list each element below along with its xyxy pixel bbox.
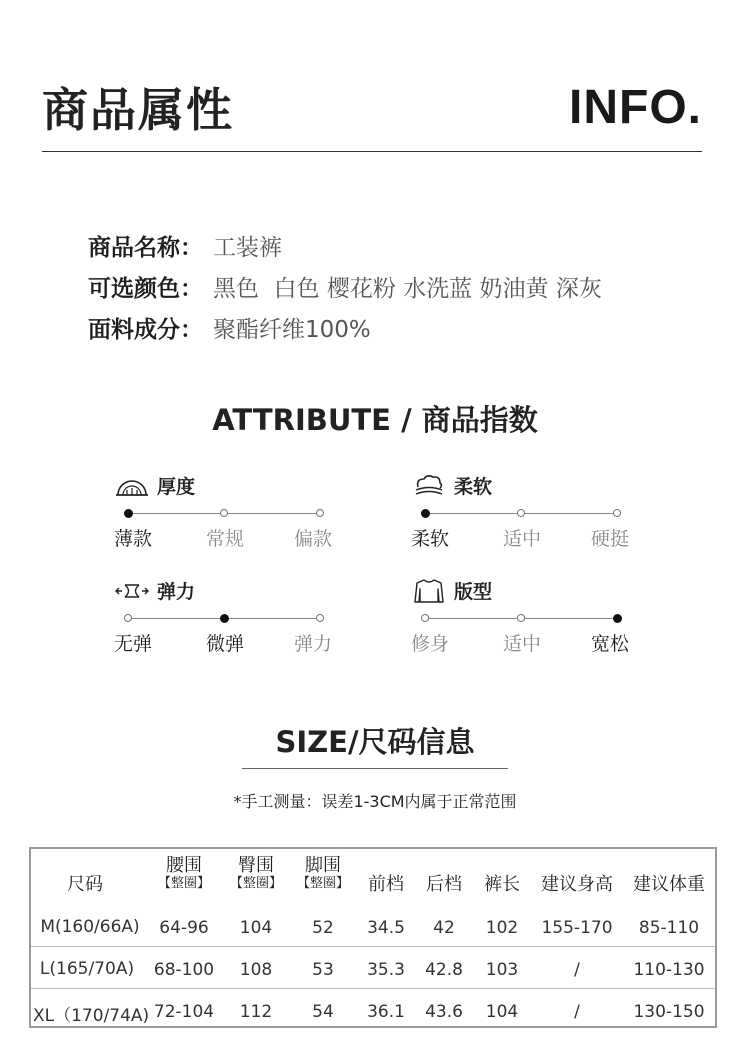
ruler-icon [115, 473, 149, 499]
header-divider [42, 151, 702, 152]
cell-size: L(165/70A) [39, 959, 135, 979]
col-header-weight: 建议体重 [633, 874, 705, 895]
cell-front-rise: 36.1 [367, 1002, 405, 1022]
size-divider [242, 768, 508, 769]
cell-back-rise: 42.8 [425, 960, 463, 980]
cell-hip: 104 [239, 918, 273, 938]
softness-label-stiff: 硬挺 [590, 528, 629, 550]
cell-back-rise: 42 [433, 918, 455, 938]
col-header-hem: 脚围 【整圈】 [296, 855, 349, 891]
col-header-hip: 臀围 【整圈】 [229, 855, 282, 891]
elasticity-label-none: 无弹 [113, 633, 152, 655]
col-header-height: 建议身高 [541, 874, 613, 895]
cell-height: 155-170 [541, 918, 613, 938]
page-title: 商品属性 [42, 83, 234, 137]
elasticity-dot-slight [220, 614, 229, 623]
fit-label-loose: 宽松 [590, 633, 629, 655]
thickness-dot-thin [124, 509, 133, 518]
elasticity-label-slight: 微弹 [205, 633, 244, 655]
elasticity-dot-none [124, 614, 132, 622]
row-divider [31, 988, 715, 989]
cell-length: 103 [485, 960, 519, 980]
product-colors-label: 可选颜色： [88, 276, 203, 302]
sweater-icon [412, 578, 446, 604]
info-heading: INFO. [569, 81, 702, 134]
cloud-icon [412, 473, 446, 499]
product-colors-row [88, 270, 602, 303]
cell-size: M(160/66A) [40, 917, 140, 937]
attribute-fit-title: 版型 [454, 581, 493, 603]
cell-height: / [574, 1002, 580, 1022]
thickness-dot-regular [220, 509, 228, 517]
col-header-size: 尺码 [67, 874, 103, 895]
softness-dot-medium [517, 509, 525, 517]
softness-label-medium: 适中 [502, 528, 541, 550]
cell-front-rise: 34.5 [367, 918, 405, 938]
product-name-label: 商品名称： [88, 235, 203, 261]
product-fabric-row [88, 311, 371, 344]
thickness-label-regular: 常规 [205, 528, 244, 550]
row-divider [31, 946, 715, 947]
cell-hem: 53 [312, 960, 334, 980]
cell-waist: 68-100 [153, 960, 215, 980]
softness-dot-soft [421, 509, 430, 518]
elasticity-dot-stretch [316, 614, 324, 622]
stretch-icon [115, 578, 149, 604]
product-fabric-label: 面料成分： [88, 317, 203, 343]
col-header-waist: 腰围 【整圈】 [157, 855, 210, 891]
thickness-label-thin: 薄款 [113, 528, 152, 550]
elasticity-label-stretch: 弹力 [293, 633, 332, 655]
cell-hip: 108 [239, 960, 273, 980]
attribute-thickness-track [127, 513, 319, 514]
softness-label-soft: 柔软 [410, 528, 449, 550]
fit-dot-loose [613, 614, 622, 623]
cell-waist: 72-104 [153, 1002, 215, 1022]
attribute-elasticity-track [127, 618, 319, 619]
col-header-back-rise: 后档 [426, 874, 462, 895]
attribute-softness-title: 柔软 [454, 476, 493, 498]
cell-hem: 54 [312, 1002, 334, 1022]
cell-size: XL（170/74A) [33, 1006, 150, 1026]
fit-label-regular: 适中 [502, 633, 541, 655]
attribute-softness-track [424, 513, 616, 514]
attribute-thickness [113, 472, 332, 567]
cell-length: 104 [485, 1002, 519, 1022]
size-note: *手工测量：误差1-3CM内属于正常范围 [233, 792, 517, 811]
cell-weight: 130-150 [633, 1002, 705, 1022]
attribute-elasticity-title: 弹力 [157, 581, 196, 603]
fit-dot-regular [517, 614, 525, 622]
attribute-elasticity [113, 577, 332, 672]
thickness-dot-thick [316, 509, 324, 517]
size-heading: SIZE/尺码信息 [275, 725, 475, 759]
cell-height: / [574, 960, 580, 980]
attribute-fit [410, 577, 629, 672]
col-header-front-rise: 前档 [368, 874, 404, 895]
cell-waist: 64-96 [159, 918, 209, 938]
product-colors-value: 黑色 白色 樱花粉 水洗蓝 奶油黄 深灰 [213, 276, 602, 302]
product-name-value: 工装裤 [213, 235, 282, 261]
attribute-softness [410, 472, 629, 567]
product-name-row [88, 229, 282, 262]
cell-hip: 112 [239, 1002, 273, 1022]
thickness-label-thick: 偏款 [293, 528, 332, 550]
attribute-heading: ATTRIBUTE / 商品指数 [212, 403, 538, 437]
product-fabric-value: 聚酯纤维100% [213, 317, 371, 343]
col-header-length: 裤长 [484, 874, 520, 895]
attribute-thickness-title: 厚度 [157, 476, 196, 498]
cell-front-rise: 35.3 [367, 960, 405, 980]
cell-length: 102 [485, 918, 519, 938]
cell-weight: 85-110 [638, 918, 700, 938]
fit-label-slim: 修身 [410, 633, 449, 655]
cell-hem: 52 [312, 918, 334, 938]
cell-back-rise: 43.6 [425, 1002, 463, 1022]
attribute-fit-track [424, 618, 616, 619]
softness-dot-stiff [613, 509, 621, 517]
fit-dot-slim [421, 614, 429, 622]
size-table [29, 847, 717, 1028]
cell-weight: 110-130 [633, 960, 705, 980]
